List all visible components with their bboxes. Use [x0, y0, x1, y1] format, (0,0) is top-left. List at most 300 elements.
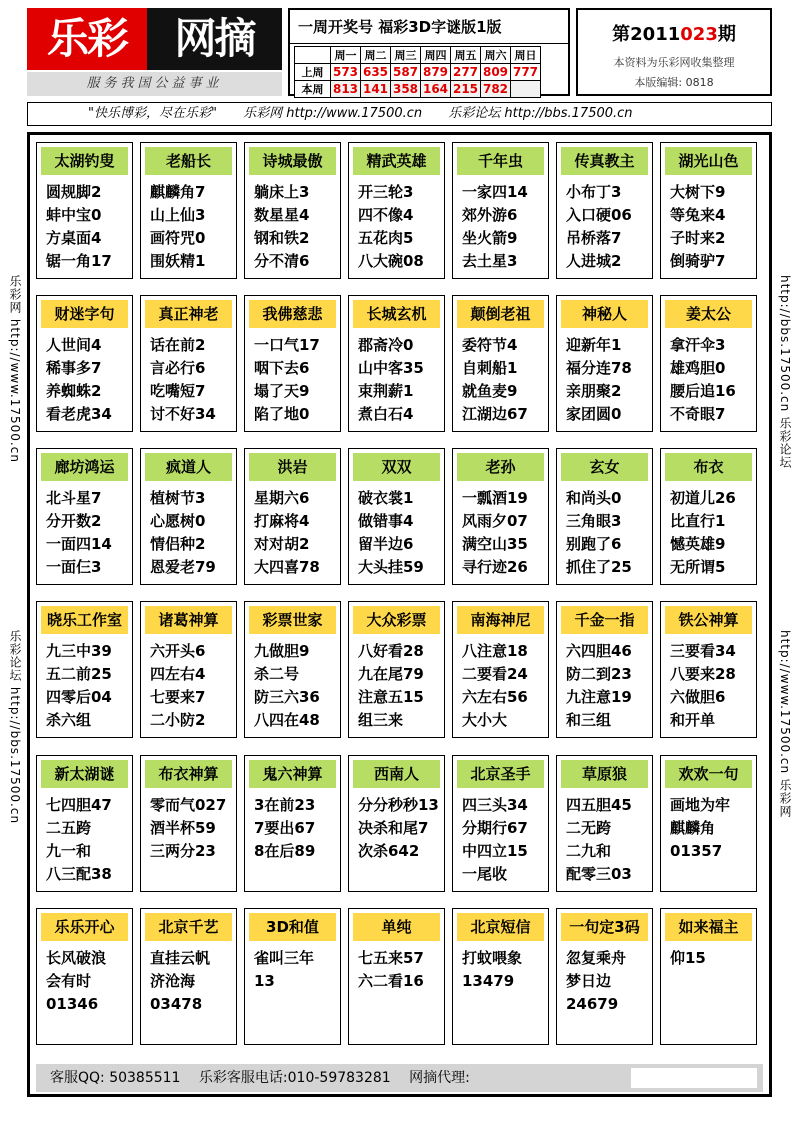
tip-card: [140, 755, 237, 892]
card-body: [37, 941, 132, 1039]
card-body: [557, 788, 652, 886]
tip-card: [660, 601, 757, 738]
agent-box: [631, 1068, 757, 1088]
card-body: [453, 328, 548, 426]
tip-card: [244, 755, 341, 892]
card-line: 画符咒0: [150, 229, 206, 247]
card-title: 精武英雄: [353, 147, 440, 175]
card-body: [453, 788, 548, 886]
card-line: 福分连78: [566, 359, 632, 377]
corner-cell: [295, 47, 331, 64]
side-label-left-bottom: 乐彩论坛 http://bbs.17500.cn: [8, 630, 22, 825]
forum-link[interactable]: 乐彩论坛 http://bbs.17500.cn: [448, 106, 633, 121]
card-title: 廊坊鸿运: [41, 453, 128, 481]
card-body: [141, 328, 236, 426]
card-line: 九三中39: [46, 642, 112, 660]
card-line: 3在前23: [254, 796, 316, 814]
card-line: 防三六36: [254, 688, 320, 706]
card-title: 洪岩: [249, 453, 336, 481]
card-line: 九一和: [46, 842, 92, 860]
card-line: 方桌面4: [46, 229, 102, 247]
tip-card: [140, 142, 237, 279]
tip-card: [452, 755, 549, 892]
this-week-number: 813: [331, 81, 361, 98]
tip-card: [452, 908, 549, 1045]
card-title: 千年虫: [457, 147, 544, 175]
draw-results-box: [288, 8, 570, 96]
card-body: [661, 481, 756, 579]
card-line: 杀二号: [254, 665, 300, 683]
tip-card: [140, 295, 237, 432]
tip-card: [556, 908, 653, 1045]
card-line: 六四胆46: [566, 642, 632, 660]
card-title: 彩票世家: [249, 606, 336, 634]
draw-table: [294, 46, 541, 98]
card-line: 吃嘴短7: [150, 382, 206, 400]
card-body: [453, 941, 548, 1039]
day-header: 周六: [481, 47, 511, 64]
card-line: 煮白石4: [358, 405, 414, 423]
card-line: [670, 863, 756, 886]
card-line: 一瓢酒19: [462, 489, 528, 507]
card-line: 六做胆6: [670, 688, 726, 706]
card-body: [349, 481, 444, 579]
card-title: 长城玄机: [353, 300, 440, 328]
tip-card: [556, 142, 653, 279]
card-title: 我佛慈悲: [249, 300, 336, 328]
card-line: 雀叫三年: [254, 949, 315, 967]
this-week-number: 141: [361, 81, 391, 98]
card-line: 八三配38: [46, 865, 112, 883]
card-line: 分开数2: [46, 512, 102, 530]
card-title: 欢欢一句: [665, 760, 752, 788]
card-line: 锯一角17: [46, 252, 112, 270]
card-title: 太湖钓叟: [41, 147, 128, 175]
card-body: [141, 481, 236, 579]
card-line: 破衣裳1: [358, 489, 414, 507]
card-line: 打麻将4: [254, 512, 310, 530]
card-body: [349, 175, 444, 273]
card-body: [245, 788, 340, 886]
card-line: 山中客35: [358, 359, 424, 377]
tip-card: [244, 908, 341, 1045]
tip-card: [244, 448, 341, 585]
card-line: 咽下去6: [254, 359, 310, 377]
card-title: 颠倒老祖: [457, 300, 544, 328]
card-line: 雄鸡胆0: [670, 359, 726, 377]
day-header: 周三: [391, 47, 421, 64]
card-title: 布衣神算: [145, 760, 232, 788]
card-line: 情侣种2: [150, 535, 206, 553]
tip-card: [244, 142, 341, 279]
card-line: 九在尾79: [358, 665, 424, 683]
card-body: [37, 788, 132, 886]
card-line: 看老虎34: [46, 405, 112, 423]
card-body: [141, 941, 236, 1039]
card-line: 配零三03: [566, 865, 632, 883]
card-line: 二小防2: [150, 711, 206, 729]
card-line: 风雨夕07: [462, 512, 528, 530]
card-line: 7要出67: [254, 819, 316, 837]
card-line: 杀六组: [46, 711, 92, 729]
card-line: 一面仨3: [46, 558, 102, 576]
card-body: [245, 328, 340, 426]
card-line: 无所谓5: [670, 558, 726, 576]
card-title: 一句定3码: [561, 913, 648, 941]
card-line: 大头挂59: [358, 558, 424, 576]
this-week-label: 本周: [295, 81, 331, 98]
tip-card: [36, 601, 133, 738]
last-week-number: 777: [511, 64, 541, 81]
card-body: [557, 175, 652, 273]
card-line: 塌了天9: [254, 382, 310, 400]
card-line: 仰15: [670, 949, 706, 967]
card-line: 去土星3: [462, 252, 518, 270]
card-line: 一家四14: [462, 183, 528, 201]
card-line: 七五来57: [358, 949, 424, 967]
logo-black-part: 网摘: [147, 8, 282, 70]
card-title: 新太湖谜: [41, 760, 128, 788]
card-line: 01357: [670, 842, 723, 860]
card-body: [349, 941, 444, 1039]
issue-title: [578, 20, 770, 46]
card-line: 倒骑驴7: [670, 252, 726, 270]
card-line: 防二到23: [566, 665, 632, 683]
last-week-number: 879: [421, 64, 451, 81]
card-line: 画地为牢: [670, 796, 731, 814]
card-body: [141, 634, 236, 732]
card-line: 和尚头0: [566, 489, 622, 507]
card-line: [670, 993, 756, 1016]
tip-card: [348, 755, 445, 892]
card-title: 草原狼: [561, 760, 648, 788]
card-line: 13479: [462, 972, 515, 990]
card-line: 心愿树0: [150, 512, 206, 530]
card-line: 八四在48: [254, 711, 320, 729]
card-line: [150, 863, 236, 886]
card-line: 钢和铁2: [254, 229, 310, 247]
card-line: 养蜘蛛2: [46, 382, 102, 400]
card-line: 六左右56: [462, 688, 528, 706]
tip-card: [36, 295, 133, 432]
card-title: 神秘人: [561, 300, 648, 328]
card-line: [254, 993, 340, 1016]
card-line: 03478: [150, 995, 203, 1013]
this-week-number: 782: [481, 81, 511, 98]
card-line: 四三头34: [462, 796, 528, 814]
card-line: 江湖边67: [462, 405, 528, 423]
tip-card: [348, 601, 445, 738]
card-title: 千金一指: [561, 606, 648, 634]
card-line: 恩爱老79: [150, 558, 216, 576]
card-line: 大树下9: [670, 183, 726, 201]
card-line: 小布丁3: [566, 183, 622, 201]
card-line: [46, 1016, 132, 1039]
card-line: 自刺船1: [462, 359, 518, 377]
card-line: 五二前25: [46, 665, 112, 683]
card-body: [245, 481, 340, 579]
card-line: 二九和: [566, 842, 612, 860]
footer-agent: 网摘代理:: [409, 1070, 470, 1086]
this-week-number: [511, 81, 541, 98]
card-line: 满空山35: [462, 535, 528, 553]
card-title: 南海神尼: [457, 606, 544, 634]
card-title: 如来福主: [665, 913, 752, 941]
tip-card: [660, 295, 757, 432]
card-line: 济沧海: [150, 972, 196, 990]
card-line: 腰后追16: [670, 382, 736, 400]
card-title: 老船长: [145, 147, 232, 175]
card-line: 北斗星7: [46, 489, 102, 507]
card-line: [670, 970, 756, 993]
card-line: 就鱼麦9: [462, 382, 518, 400]
tip-card: [452, 448, 549, 585]
card-title: 大众彩票: [353, 606, 440, 634]
this-week-number: 358: [391, 81, 421, 98]
card-line: 三要看34: [670, 642, 736, 660]
card-line: 坐火箭9: [462, 229, 518, 247]
card-title: 单纯: [353, 913, 440, 941]
card-line: 家团圆0: [566, 405, 622, 423]
card-line: 话在前2: [150, 336, 206, 354]
card-body: [661, 941, 756, 1039]
card-line: 三两分23: [150, 842, 216, 860]
card-line: 对对胡2: [254, 535, 310, 553]
card-title: 传真教主: [561, 147, 648, 175]
card-body: [245, 175, 340, 273]
card-body: [37, 634, 132, 732]
card-line: 不奇眼7: [670, 405, 726, 423]
tip-card: [36, 142, 133, 279]
tip-card: [556, 601, 653, 738]
card-line: 束荆薪1: [358, 382, 414, 400]
card-line: [150, 1016, 236, 1039]
tip-card: [556, 755, 653, 892]
card-line: 言必行6: [150, 359, 206, 377]
card-line: 躺床上3: [254, 183, 310, 201]
side-label-right-bottom: http://www.17500.cn 乐彩网: [778, 630, 792, 818]
card-line: 直挂云帆: [150, 949, 211, 967]
last-week-number: 635: [361, 64, 391, 81]
motto-quote: "快乐博彩，尽在乐彩": [88, 106, 217, 121]
day-header: 周五: [451, 47, 481, 64]
card-line: 人进城2: [566, 252, 622, 270]
card-line: 蚌中宝0: [46, 206, 102, 224]
card-line: [254, 1016, 340, 1039]
last-week-number: 587: [391, 64, 421, 81]
card-line: 二五跨: [46, 819, 92, 837]
tip-card: [452, 295, 549, 432]
card-title: 鬼六神算: [249, 760, 336, 788]
card-line: 24679: [566, 995, 619, 1013]
card-line: 讨不好34: [150, 405, 216, 423]
last-week-number: 573: [331, 64, 361, 81]
card-body: [661, 328, 756, 426]
card-line: 三角眼3: [566, 512, 622, 530]
card-body: [453, 481, 548, 579]
card-line: 陷了地0: [254, 405, 310, 423]
card-body: [453, 634, 548, 732]
card-line: 子时来2: [670, 229, 726, 247]
card-line: 八要来28: [670, 665, 736, 683]
card-body: [661, 175, 756, 273]
card-line: 做错事4: [358, 512, 414, 530]
card-line: 六二看16: [358, 972, 424, 990]
card-body: [557, 941, 652, 1039]
card-line: 13: [254, 972, 275, 990]
card-line: 九注意19: [566, 688, 632, 706]
card-line: 打蚊喂象: [462, 949, 523, 967]
card-line: [254, 863, 340, 886]
slogan: 服务我国公益事业: [27, 72, 282, 96]
card-line: 入口硬06: [566, 206, 632, 224]
footer-phone: 乐彩客服电话:010-59783281: [198, 1070, 391, 1086]
card-line: 九做胆9: [254, 642, 310, 660]
tip-card: [36, 755, 133, 892]
card-line: 二要看24: [462, 665, 528, 683]
card-title: 布衣: [665, 453, 752, 481]
draw-title: 一周开奖号 福彩3D字谜版1版: [290, 10, 568, 44]
tip-card: [556, 448, 653, 585]
card-line: 围妖精1: [150, 252, 206, 270]
card-line: 抓住了25: [566, 558, 632, 576]
tip-card: [660, 908, 757, 1045]
card-line: 组三来: [358, 711, 404, 729]
issue-suffix: 期: [717, 24, 736, 45]
tip-card: [452, 142, 549, 279]
last-week-label: 上周: [295, 64, 331, 81]
card-line: 01346: [46, 995, 99, 1013]
tip-card: [36, 448, 133, 585]
card-line: 圆规脚2: [46, 183, 102, 201]
card-line: 留半边6: [358, 535, 414, 553]
issue-note: 本资料为乐彩网收集整理: [613, 56, 735, 69]
card-line: 别跑了6: [566, 535, 622, 553]
card-line: 分期行67: [462, 819, 528, 837]
card-line: [566, 1016, 652, 1039]
card-line: 拿汗伞3: [670, 336, 726, 354]
card-line: 8在后89: [254, 842, 316, 860]
card-line: 和三组: [566, 711, 612, 729]
side-label-left-top: 乐彩网 http://www.17500.cn: [8, 275, 22, 463]
card-line: 长风破浪: [46, 949, 107, 967]
card-line: 寻行迹26: [462, 558, 528, 576]
card-line: 麒麟角: [670, 819, 716, 837]
tip-card: [556, 295, 653, 432]
site-logo: [27, 8, 282, 70]
card-title: 财迷字句: [41, 300, 128, 328]
card-line: 四五胆45: [566, 796, 632, 814]
card-line: 麒麟角7: [150, 183, 206, 201]
card-body: [141, 175, 236, 273]
card-line: 八大碗08: [358, 252, 424, 270]
card-line: 数星星4: [254, 206, 310, 224]
tip-card: [140, 908, 237, 1045]
card-title: 诗城最傲: [249, 147, 336, 175]
card-line: 五花肉5: [358, 229, 414, 247]
card-line: 忽复乘舟: [566, 949, 627, 967]
card-line: 大四喜78: [254, 558, 320, 576]
card-line: 注意五15: [358, 688, 424, 706]
card-line: 七要来7: [150, 688, 206, 706]
card-title: 湖光山色: [665, 147, 752, 175]
card-line: 憾英雄9: [670, 535, 726, 553]
card-body: [349, 328, 444, 426]
footer-qq: 客服QQ: 50385511: [50, 1070, 181, 1086]
card-title: 双双: [353, 453, 440, 481]
editor-note: 本版编辑: 0818: [634, 76, 714, 89]
card-body: [37, 481, 132, 579]
card-title: 铁公神算: [665, 606, 752, 634]
card-line: 四左右4: [150, 665, 206, 683]
tip-card: [140, 601, 237, 738]
card-title: 真正神老: [145, 300, 232, 328]
tip-card: [244, 601, 341, 738]
card-line: 七四胆47: [46, 796, 112, 814]
card-line: 中四立15: [462, 842, 528, 860]
card-body: [141, 788, 236, 886]
card-line: 大小大: [462, 711, 508, 729]
card-line: 梦日边: [566, 972, 612, 990]
card-body: [349, 788, 444, 886]
card-body: [245, 941, 340, 1039]
tip-card: [348, 908, 445, 1045]
card-line: 郊外游6: [462, 206, 518, 224]
card-line: 稀事多7: [46, 359, 102, 377]
tip-card: [452, 601, 549, 738]
card-line: 分分秒秒13: [358, 796, 439, 814]
card-line: 次杀642: [358, 842, 420, 860]
card-line: 星期六6: [254, 489, 310, 507]
logo-red-part: 乐彩: [27, 8, 147, 70]
card-line: [358, 993, 444, 1016]
card-line: 一尾收: [462, 865, 508, 883]
tip-card: [348, 295, 445, 432]
card-line: [462, 1016, 548, 1039]
card-body: [453, 175, 548, 273]
card-line: 二无跨: [566, 819, 612, 837]
card-line: 植树节3: [150, 489, 206, 507]
card-line: 酒半杯59: [150, 819, 216, 837]
tip-card: [660, 755, 757, 892]
card-line: [358, 1016, 444, 1039]
card-body: [661, 788, 756, 886]
card-title: 诸葛神算: [145, 606, 232, 634]
last-week-number: 809: [481, 64, 511, 81]
card-line: 八注意18: [462, 642, 528, 660]
card-title: 西南人: [353, 760, 440, 788]
card-line: 吊桥落7: [566, 229, 622, 247]
card-line: 四零后04: [46, 688, 112, 706]
day-header: 周二: [361, 47, 391, 64]
card-body: [245, 634, 340, 732]
card-line: 山上仙3: [150, 206, 206, 224]
tip-card: [348, 142, 445, 279]
day-header: 周日: [511, 47, 541, 64]
card-title: 北京短信: [457, 913, 544, 941]
tip-card: [348, 448, 445, 585]
card-line: 会有时: [46, 972, 92, 990]
site-link[interactable]: 乐彩网 http://www.17500.cn: [243, 106, 423, 121]
last-week-number: 277: [451, 64, 481, 81]
this-week-number: 164: [421, 81, 451, 98]
card-title: 姜太公: [665, 300, 752, 328]
issue-number: 023: [680, 24, 718, 45]
tip-card: [660, 448, 757, 585]
footer-bar: [36, 1064, 763, 1092]
issue-box: [576, 8, 772, 96]
card-body: [37, 328, 132, 426]
